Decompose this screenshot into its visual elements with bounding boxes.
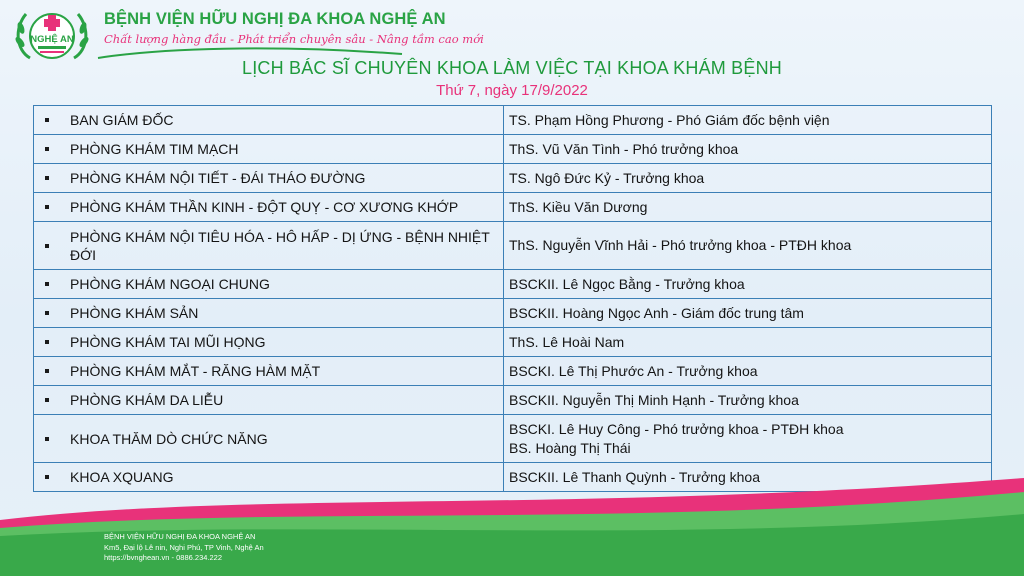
schedule-row	[34, 164, 992, 193]
footer-info	[104, 532, 264, 564]
department-name: PHÒNG KHÁM THẦN KINH - ĐỘT QUỴ - CƠ XƯƠNG KHỚP	[70, 199, 459, 215]
doctor-name: BSCKII. Hoàng Ngọc Anh - Giám đốc trung tâm	[509, 304, 804, 321]
doctor-name: BSCKII. Lê Thanh Quỳnh - Trưởng khoa	[509, 468, 760, 485]
schedule-row	[34, 222, 992, 270]
doctor-cell	[504, 415, 992, 463]
footer-address: Km5, Đại lộ Lê nin, Nghi Phú, TP Vinh, Nghệ An	[104, 542, 264, 552]
doctor-cell	[504, 386, 992, 415]
department-cell	[34, 357, 504, 386]
page-subtitle: Thứ 7, ngày 17/9/2022	[436, 82, 588, 99]
schedule-row	[34, 357, 992, 386]
doctor-name: TS. Ngô Đức Kỷ - Trưởng khoa	[509, 169, 705, 186]
doctor-name: BSCKII. Nguyễn Thị Minh Hạnh - Trưởng khoa	[509, 391, 799, 408]
department-name: PHÒNG KHÁM TIM MẠCH	[70, 141, 239, 157]
footer-contact: https://bvnghean.vn - 0886.234.222	[104, 553, 223, 562]
department-name: KHOA THĂM DÒ CHỨC NĂNG	[70, 430, 268, 447]
department-name: PHÒNG KHÁM NỘI TIÊU HÓA - HÔ HẤP - DỊ ỨNG - BỆNH NHIỆT ĐỚI	[70, 228, 490, 263]
department-cell	[34, 135, 504, 164]
department-cell	[34, 328, 504, 357]
department-name: PHÒNG KHÁM NGOẠI CHUNG	[70, 276, 270, 292]
department-name: PHÒNG KHÁM SẢN	[70, 305, 199, 321]
doctor-cell	[504, 164, 992, 193]
department-cell	[34, 415, 504, 463]
doctor-name: BSCKII. Lê Ngọc Bằng - Trưởng khoa	[509, 275, 745, 292]
hospital-logo	[12, 6, 92, 64]
department-cell	[34, 299, 504, 328]
doctor-name: BS. Hoàng Thị Thái	[509, 439, 631, 456]
doctor-name: BSCKI. Lê Thị Phước An - Trưởng khoa	[509, 362, 758, 379]
department-name: PHÒNG KHÁM NỘI TIẾT - ĐÁI THÁO ĐƯỜNG	[70, 170, 366, 186]
logo-text: NGHỆ AN	[30, 34, 74, 45]
department-cell	[34, 222, 504, 270]
department-cell	[34, 270, 504, 299]
schedule-table	[33, 105, 992, 492]
doctor-name: BSCKI. Lê Huy Công - Phó trưởng khoa - PTĐH khoa	[509, 420, 844, 437]
doctor-name: ThS. Nguyễn Vĩnh Hải - Phó trưởng khoa - PTĐH khoa	[509, 237, 852, 253]
schedule-row	[34, 106, 992, 135]
doctor-name: ThS. Lê Hoài Nam	[509, 333, 625, 350]
hospital-slogan: Chất lượng hàng đầu - Phát triển chuyên sâu - Nâng tầm cao mới	[104, 32, 484, 46]
schedule-row	[34, 328, 992, 357]
doctor-cell	[504, 135, 992, 164]
schedule-row	[34, 193, 992, 222]
doctor-cell	[504, 193, 992, 222]
doctor-cell	[504, 357, 992, 386]
schedule-row	[34, 135, 992, 164]
page-title: LỊCH BÁC SĨ CHUYÊN KHOA LÀM VIỆC TẠI KHOA KHÁM BỆNH	[242, 58, 782, 78]
department-name: KHOA XQUANG	[70, 469, 174, 485]
department-cell	[34, 106, 504, 135]
doctor-cell	[504, 270, 992, 299]
schedule-row	[34, 270, 992, 299]
department-name: PHÒNG KHÁM DA LIỄU	[70, 392, 224, 408]
doctor-name: TS. Phạm Hồng Phương - Phó Giám đốc bệnh viện	[509, 111, 830, 128]
doctor-cell	[504, 222, 992, 270]
department-name: PHÒNG KHÁM TAI MŨI HỌNG	[70, 334, 266, 350]
department-cell	[34, 193, 504, 222]
doctor-cell	[504, 106, 992, 135]
hospital-name: BỆNH VIỆN HỮU NGHỊ ĐA KHOA NGHỆ AN	[104, 10, 446, 28]
doctor-name: ThS. Vũ Văn Tình - Phó trưởng khoa	[509, 140, 739, 157]
schedule-row	[34, 299, 992, 328]
department-cell	[34, 386, 504, 415]
schedule-row	[34, 386, 992, 415]
footer-name: BỆNH VIỆN HỮU NGHỊ ĐA KHOA NGHỆ AN	[104, 532, 256, 541]
schedule-row	[34, 415, 992, 463]
department-cell	[34, 164, 504, 193]
doctor-name: ThS. Kiều Văn Dương	[509, 198, 648, 215]
department-name: PHÒNG KHÁM MẮT - RĂNG HÀM MẶT	[70, 363, 321, 379]
department-name: BAN GIÁM ĐỐC	[70, 112, 174, 128]
doctor-cell	[504, 299, 992, 328]
doctor-cell	[504, 328, 992, 357]
